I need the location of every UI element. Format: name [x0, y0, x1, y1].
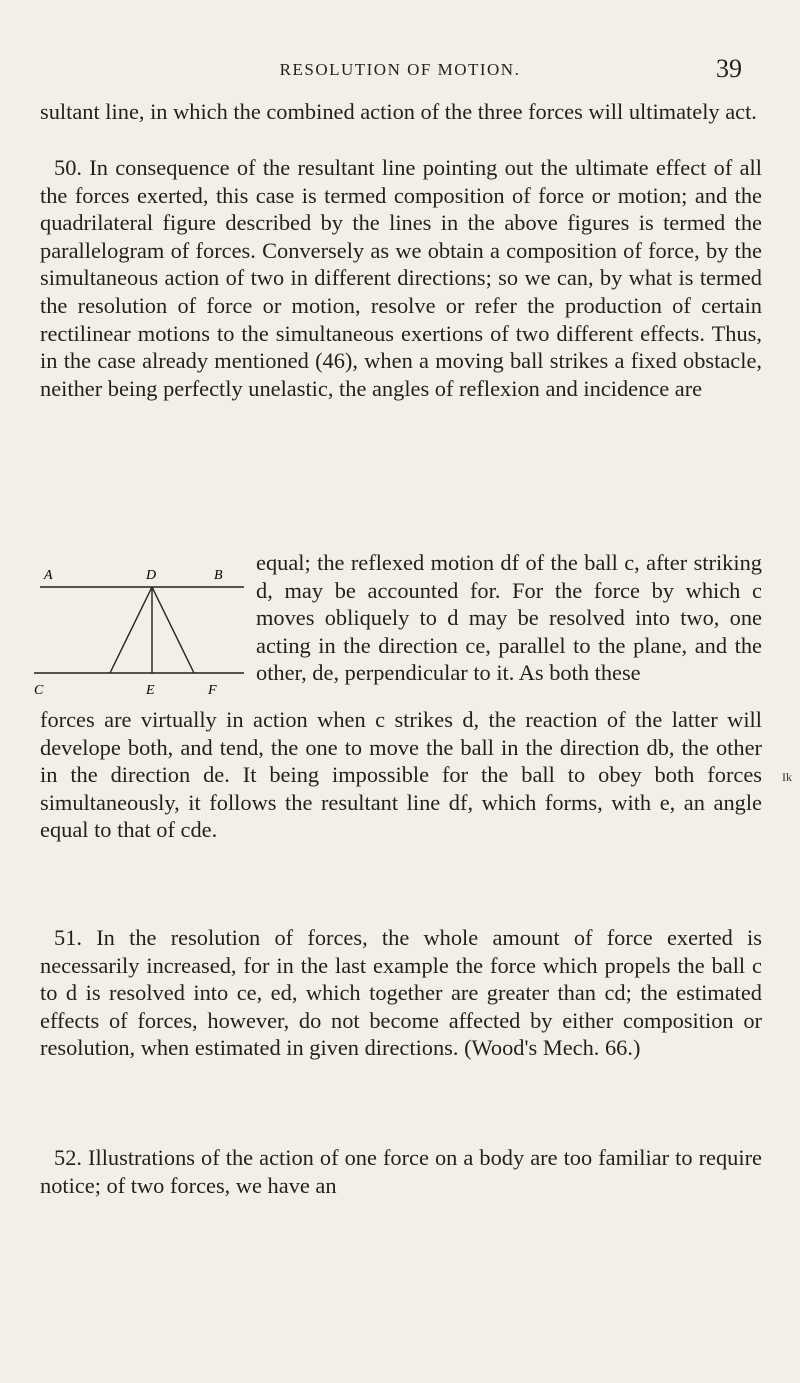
- label-c: C: [34, 683, 44, 698]
- label-b: B: [214, 568, 223, 583]
- running-head: RESOLUTION OF MOTION.: [279, 60, 521, 79]
- paragraph-50-side-text: equal; the reflexed motion df of the ball c, after striking d, may be accounted for. For the force by which c moves obliquely to d may be resolved into two, one acting in the direction ce, parallel to the plane, and the other, de, perpendicular to it. As both these: [256, 550, 762, 686]
- paragraph-51: 51. In the resolution of forces, the whole amount of force exerted is necessarily increased, for in the last example the force which propels the ball c to d is resolved into ce, ed, which together are greater than cd; the estimated effects of forces, however, do not become affected by either composition or resolution, when estimated in given directions. (Wood's Mech. 66.): [40, 925, 762, 1061]
- label-e: E: [146, 683, 155, 698]
- incident-line-cd: [110, 587, 152, 673]
- paragraph-52: 52. Illustrations of the action of one force on a body are too familiar to require notice; of two forces, we have an: [40, 1145, 762, 1198]
- margin-mark: Ik: [782, 770, 792, 784]
- paragraph-continuation: sultant line, in which the combined action of the three forces will ultimately act.: [40, 99, 757, 124]
- label-d: D: [146, 568, 157, 583]
- label-f: F: [208, 683, 217, 698]
- page-header: [40, 54, 760, 88]
- paragraph-50-start: 50. In consequence of the resultant line pointing out the ultimate effect of all the forces exerted, this case is termed composition of force or motion; and the quadrilateral figure described by the lines in the above figures is termed the parallelogram of forces. Conversely as we obtain a composition of force, by the simultaneous action of two in different directions; so we can, by what is termed the resolution of force or motion, resolve or refer the production of certain rectilinear motions to the simultaneous exertions of two different effects. Thus, in the case already mentioned (46), when a moving ball strikes a fixed obstacle, neither being perfectly unelastic, the angles of reflexion and incidence are: [40, 155, 762, 401]
- label-a: A: [44, 568, 53, 583]
- paragraph-50-end: forces are virtually in action when c strikes d, the reaction of the latter will develope both, and tend, the one to move the ball in the direction db, the other in the direction de. It being impossible for the ball to obey both forces simultaneously, it follows the resultant line df, which forms, with e, an angle equal to that of cde.: [40, 707, 762, 843]
- resolution-figure: [30, 555, 252, 700]
- reflected-line-df: [152, 587, 194, 673]
- page-number: 39: [716, 54, 742, 83]
